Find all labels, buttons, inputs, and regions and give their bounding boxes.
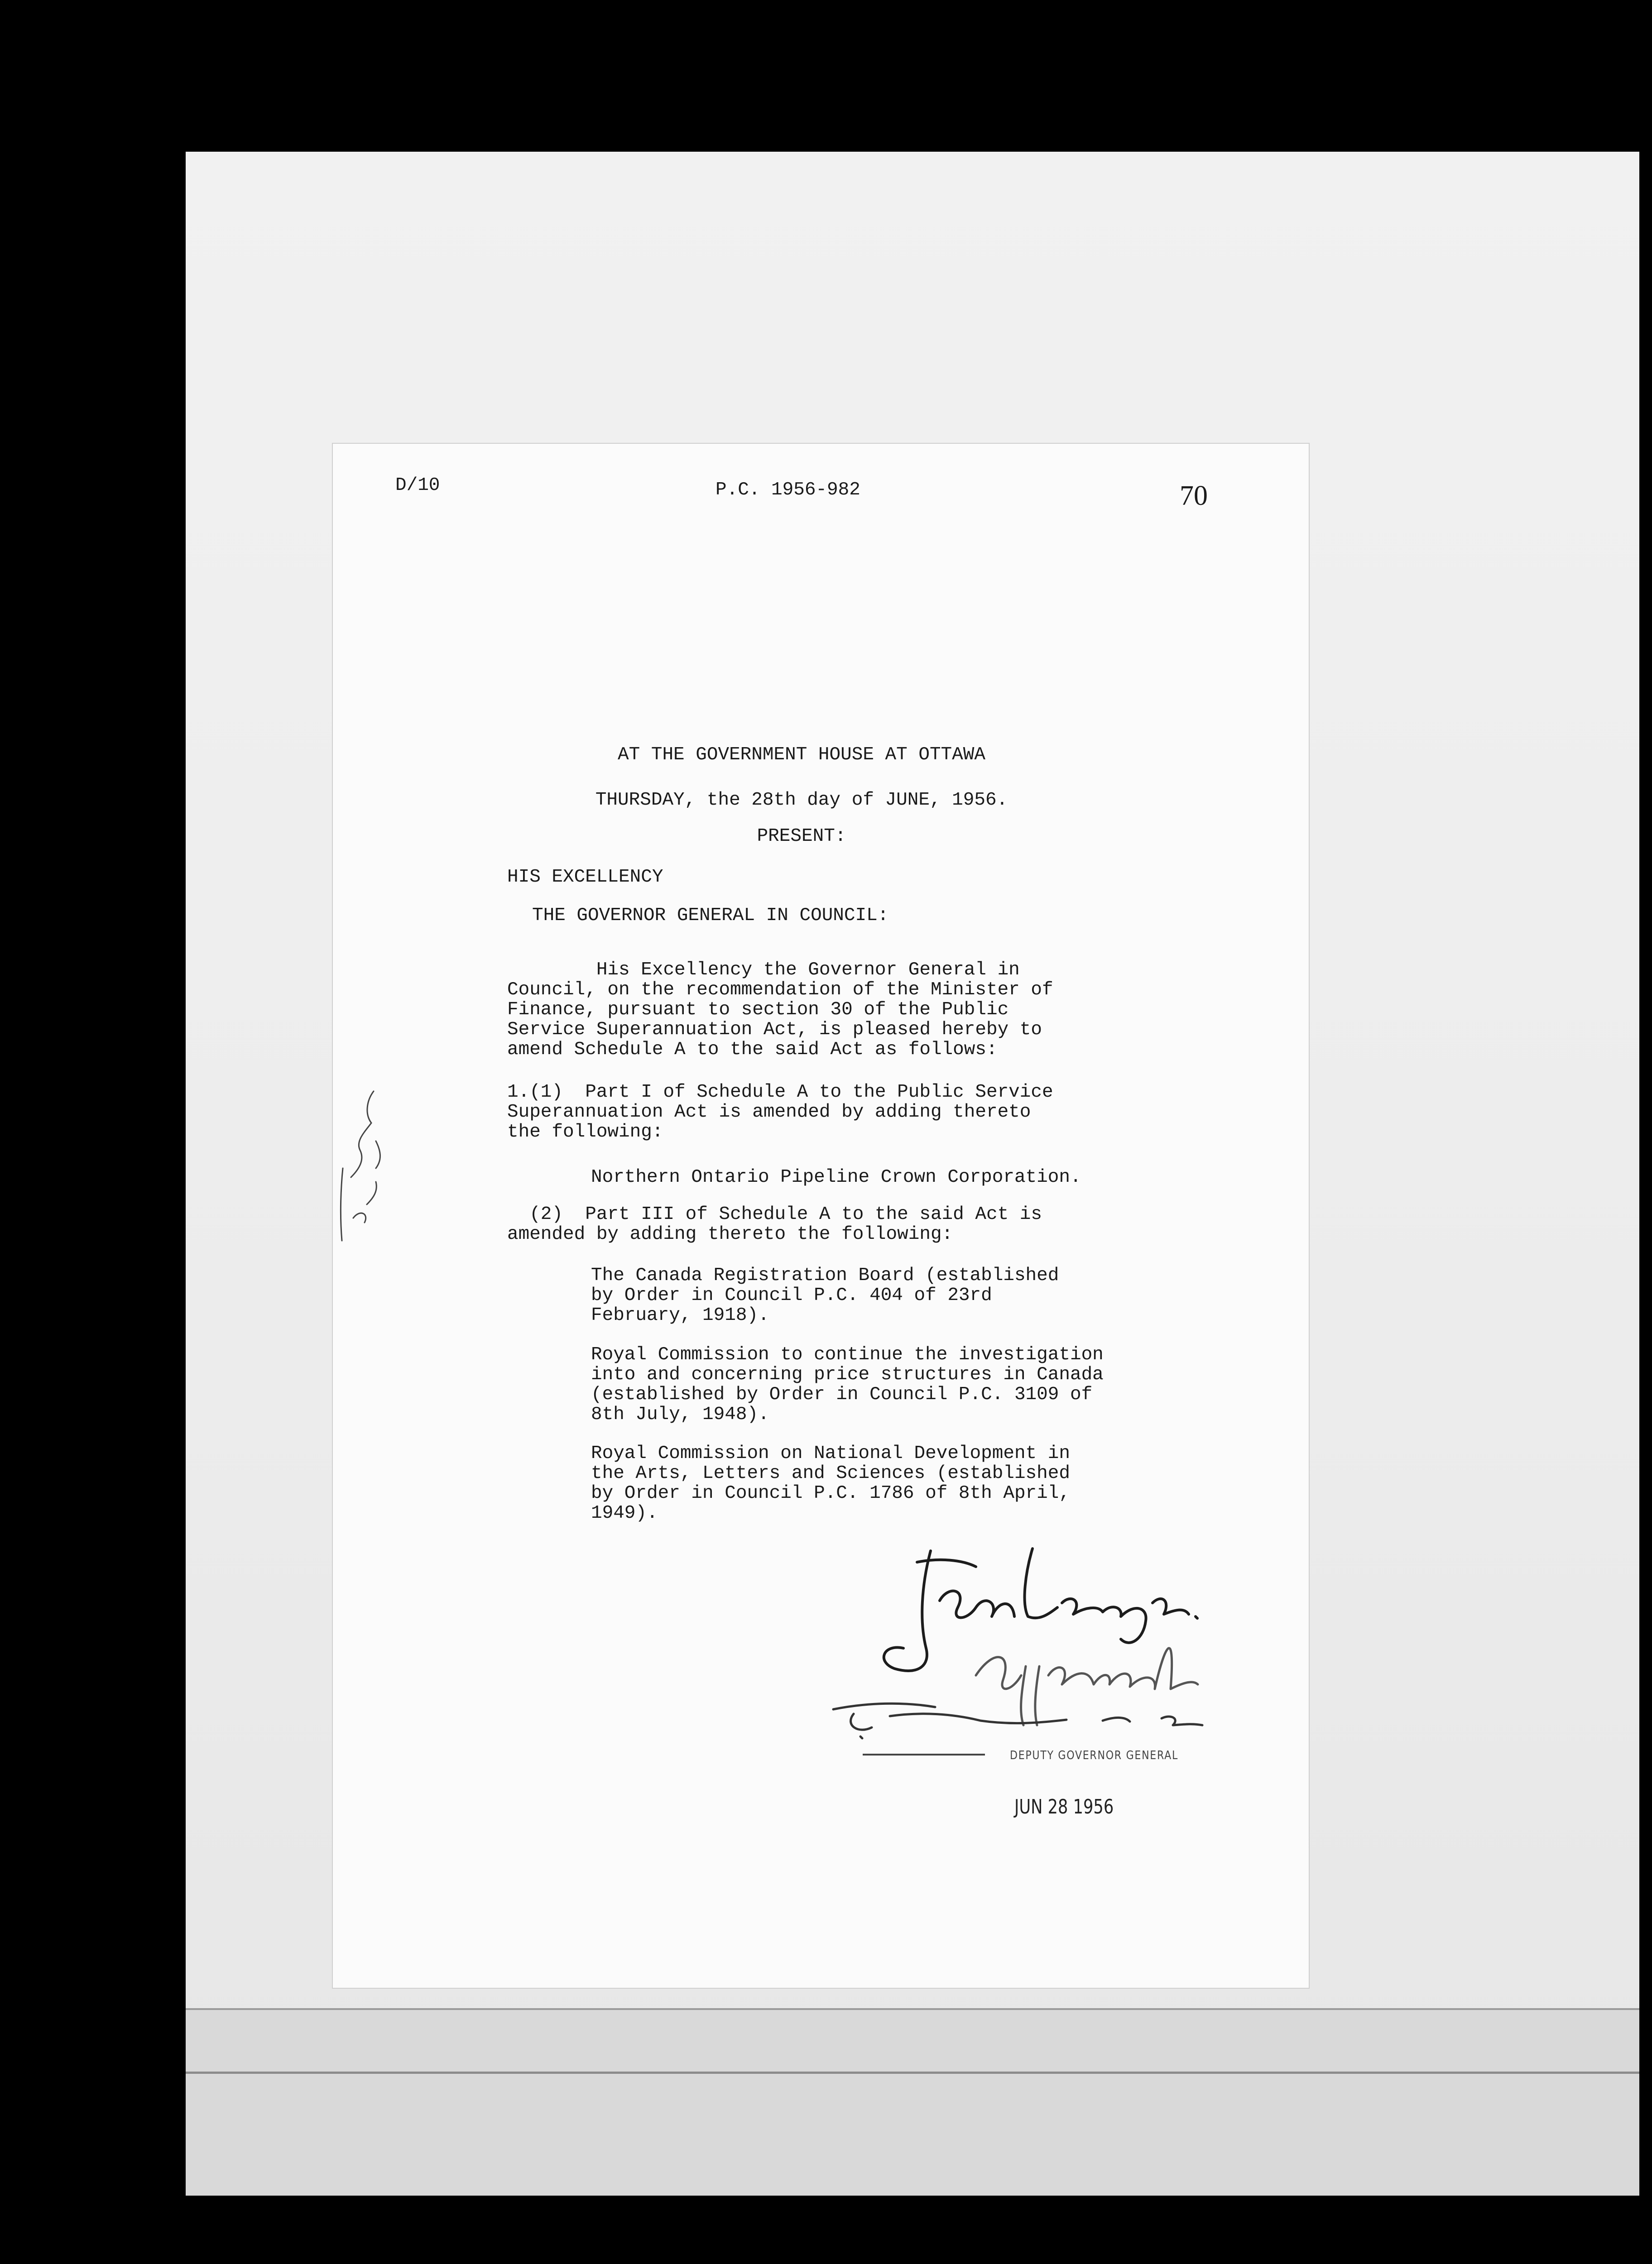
clause-2-line: amended by adding thereto the following: (507, 1224, 953, 1245)
date-line: THURSDAY, the 28th day of JUNE, 1956. (595, 790, 1008, 811)
schedule-entry-line: (established by Order in Council P.C. 3109 of (591, 1384, 1093, 1405)
excellency-heading: HIS EXCELLENCY (507, 867, 663, 887)
backing-lower-rule (186, 2072, 1639, 2074)
clause-1-line: the following: (507, 1122, 663, 1142)
schedule-entry-line: 8th July, 1948). (591, 1404, 769, 1425)
clause-1-line: 1.(1) Part I of Schedule A to the Public Service (507, 1082, 1053, 1103)
approved-handwriting (976, 1648, 1198, 1725)
clause-2-line: (2) Part III of Schedule A to the said Act is (507, 1204, 1042, 1225)
preamble-line: His Excellency the Governor General in (507, 959, 1020, 980)
folio-number: 70 (1180, 480, 1208, 511)
preamble-line: amend Schedule A to the said Act as follows: (507, 1039, 998, 1060)
preamble-line: Council, on the recommendation of the Minister of (507, 979, 1053, 1000)
preamble-line: Finance, pursuant to section 30 of the Public (507, 999, 1009, 1020)
place-heading: AT THE GOVERNMENT HOUSE AT OTTAWA (618, 744, 985, 765)
schedule-entry-line: 1949). (591, 1503, 658, 1524)
schedule-entry-line: February, 1918). (591, 1305, 769, 1326)
schedule-entry-line: into and concerning price structures in Canada (591, 1364, 1104, 1385)
clause-1-entry: Northern Ontario Pipeline Crown Corporation. (591, 1167, 1081, 1188)
clause-1-line: Superannuation Act is amended by adding thereto (507, 1102, 1031, 1122)
order-number: P.C. 1956-982 (716, 480, 860, 500)
present-heading: PRESENT: (757, 826, 846, 847)
preamble-line: Service Superannuation Act, is pleased hereby to (507, 1019, 1042, 1040)
margin-initials (341, 1091, 380, 1241)
schedule-entry-line: Royal Commission on National Development in (591, 1443, 1070, 1464)
schedule-entry-line: by Order in Council P.C. 404 of 23rd (591, 1285, 992, 1306)
schedule-entry-line: by Order in Council P.C. 1786 of 8th April, (591, 1483, 1070, 1504)
schedule-entry-line: Royal Commission to continue the investigation (591, 1344, 1104, 1365)
governor-signature (833, 1703, 1202, 1738)
clerk-signature (884, 1549, 1197, 1671)
council-heading: THE GOVERNOR GENERAL IN COUNCIL: (532, 905, 889, 926)
schedule-entry-line: The Canada Registration Board (established (591, 1265, 1059, 1286)
backing-lower-band (186, 2008, 1639, 2196)
file-code: D/10 (395, 475, 440, 496)
schedule-entry-line: the Arts, Letters and Sciences (established (591, 1463, 1070, 1484)
approval-date-stamp: JUN 28 1956 (1014, 1795, 1114, 1818)
deputy-governor-general-stamp: DEPUTY GOVERNOR GENERAL (1010, 1749, 1178, 1762)
order-in-council-page (333, 444, 1309, 1988)
